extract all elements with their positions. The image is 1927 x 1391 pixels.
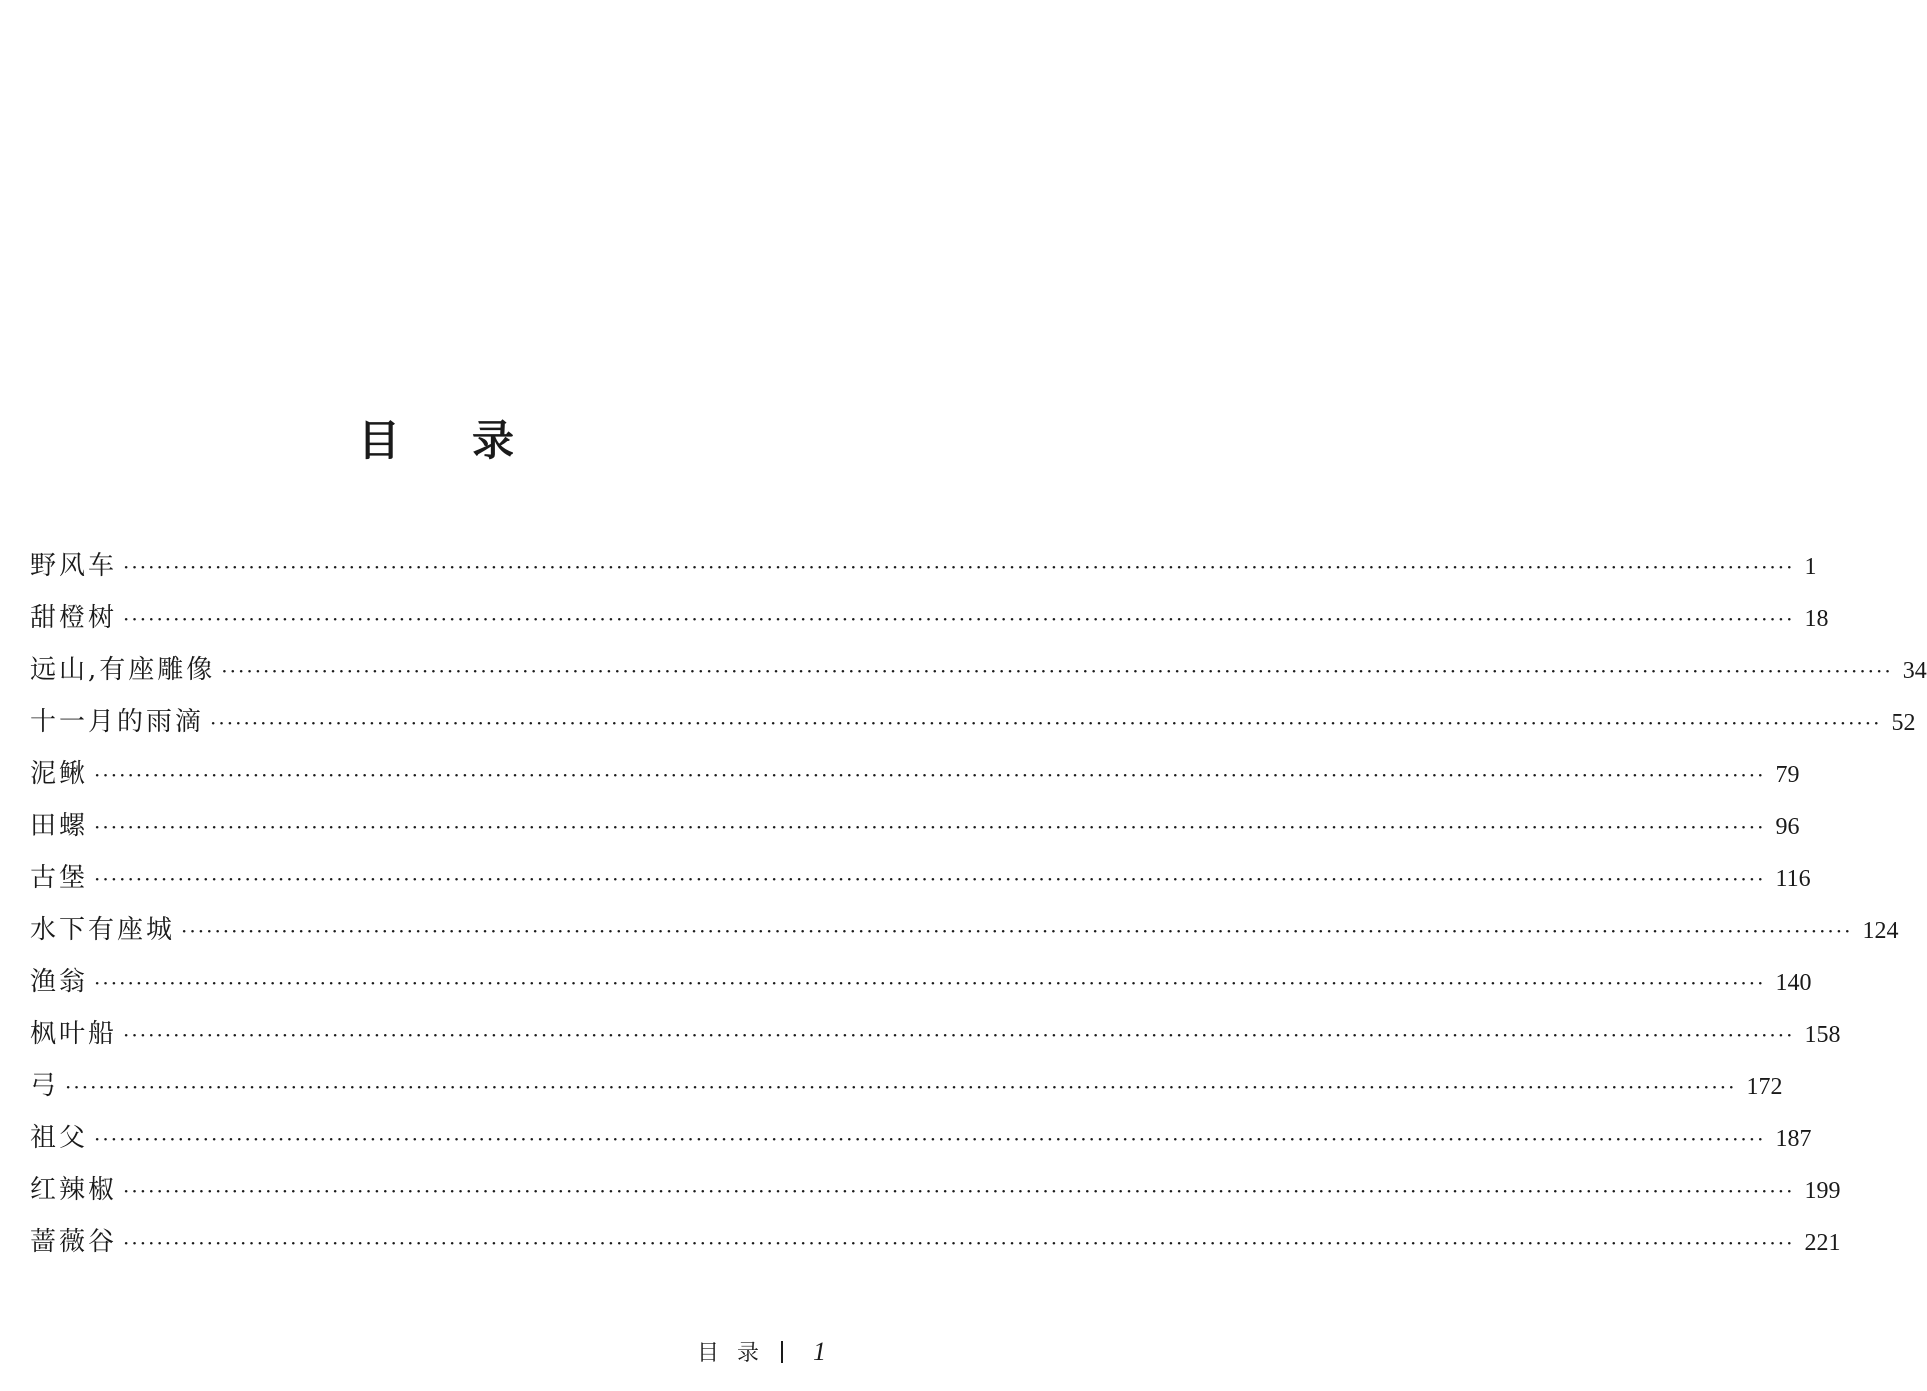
toc-entry-title: 野风车	[30, 551, 118, 581]
toc-entry-page: 34	[1902, 658, 1927, 684]
toc-entry[interactable]	[30, 1008, 1841, 1060]
toc-entry-page: 140	[1775, 970, 1812, 996]
toc-entry-page: 79	[1775, 762, 1800, 788]
toc-dot-leader: ········································································································································································································	[123, 1023, 1795, 1047]
toc-dot-leader: ········································································································································································································	[94, 971, 1766, 995]
toc-entry-page: 52	[1891, 710, 1916, 736]
toc-entry[interactable]	[30, 1112, 1812, 1164]
toc-entry-title: 田螺	[30, 811, 89, 841]
toc-dot-leader: ········································································································································································································	[94, 867, 1766, 891]
toc-entry[interactable]	[30, 644, 1927, 696]
toc-entry-page: 18	[1804, 606, 1829, 632]
toc-dot-leader: ········································································································································································································	[221, 659, 1893, 683]
toc-entry[interactable]	[30, 1060, 1783, 1112]
toc-entry-title: 枫叶船	[30, 1019, 118, 1049]
page-footer	[697, 1336, 826, 1367]
toc-entry[interactable]	[30, 696, 1916, 748]
page-title-char-1: 目	[357, 416, 400, 466]
toc-entry[interactable]	[30, 800, 1800, 852]
toc-dot-leader: ········································································································································································································	[123, 555, 1795, 579]
toc-entry-page: 116	[1775, 866, 1811, 892]
footer-section-label: 目录	[696, 1341, 777, 1366]
page-title-char-2: 录	[472, 416, 515, 466]
toc-entry-title: 蔷薇谷	[30, 1227, 118, 1257]
page-title	[0, 408, 872, 468]
toc-entry-page: 158	[1804, 1022, 1841, 1048]
toc-entry-page: 96	[1775, 814, 1800, 840]
toc-entry-title: 泥鳅	[30, 759, 89, 789]
toc-dot-leader: ········································································································································································································	[123, 1179, 1795, 1203]
toc-entry-page: 199	[1804, 1178, 1841, 1204]
toc-entry-page: 1	[1804, 554, 1817, 580]
toc-dot-leader: ········································································································································································································	[181, 919, 1853, 943]
toc-entry[interactable]	[30, 1164, 1841, 1216]
toc-entry-page: 187	[1775, 1126, 1812, 1152]
toc-dot-leader: ········································································································································································································	[210, 711, 1882, 735]
footer-page-number: 1	[813, 1336, 826, 1366]
toc-entry[interactable]	[30, 592, 1829, 644]
toc-dot-leader: ········································································································································································································	[123, 607, 1795, 631]
toc-entry[interactable]	[30, 748, 1800, 800]
toc-entry-title: 水下有座城	[30, 915, 176, 945]
toc-entry-title: 古堡	[30, 863, 89, 893]
toc-dot-leader: ········································································································································································································	[65, 1075, 1737, 1099]
toc-entry[interactable]	[30, 904, 1899, 956]
toc-entry[interactable]	[30, 540, 1817, 592]
table-of-contents	[30, 540, 1927, 1268]
toc-entry[interactable]	[30, 1216, 1841, 1268]
toc-entry[interactable]	[30, 956, 1812, 1008]
toc-entry-title: 弓	[30, 1071, 60, 1101]
toc-dot-leader: ········································································································································································································	[94, 763, 1766, 787]
toc-entry-title: 十一月的雨滴	[30, 707, 205, 737]
toc-entry-title: 甜橙树	[30, 603, 118, 633]
toc-entry-page: 172	[1746, 1074, 1783, 1100]
toc-entry-title: 祖父	[30, 1123, 89, 1153]
toc-entry-title: 红辣椒	[30, 1175, 118, 1205]
toc-entry-page: 221	[1804, 1230, 1841, 1256]
toc-entry-title: 远山,有座雕像	[30, 655, 216, 685]
toc-entry[interactable]	[30, 852, 1811, 904]
toc-entry-title: 渔翁	[30, 967, 89, 997]
toc-entry-page: 124	[1862, 918, 1899, 944]
toc-dot-leader: ········································································································································································································	[94, 1127, 1766, 1151]
toc-dot-leader: ········································································································································································································	[123, 1231, 1795, 1255]
toc-dot-leader: ········································································································································································································	[94, 815, 1766, 839]
footer-divider	[781, 1341, 783, 1363]
